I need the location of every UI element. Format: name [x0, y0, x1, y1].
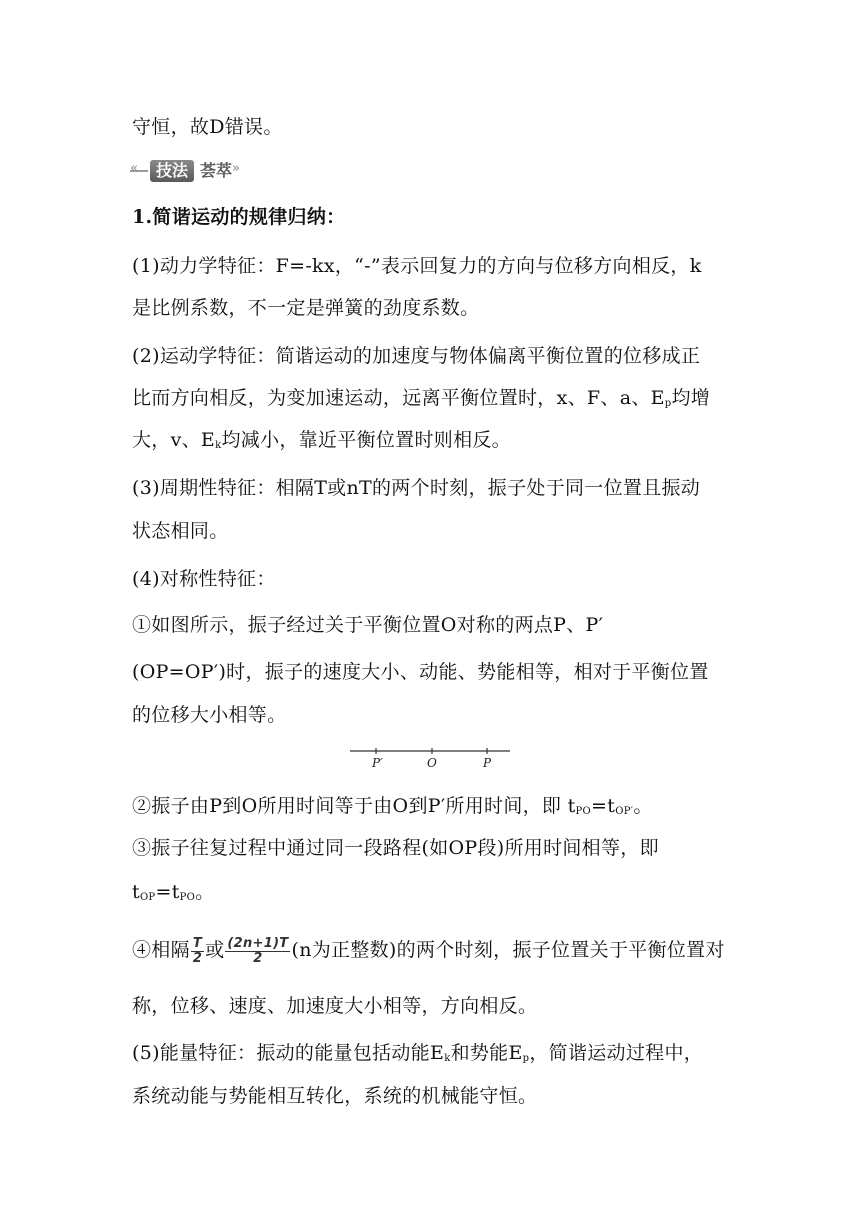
text-span: 和势能E [450, 1042, 523, 1064]
subscript: p [522, 1053, 530, 1064]
fraction-denominator: 2 [192, 950, 203, 966]
text-line [132, 794, 653, 824]
section-heading: 1.简谐运动的规律归纳： [132, 206, 346, 228]
subscript: OP′ [615, 806, 634, 817]
text-line: (1)动力学特征：F=-kx，“-”表示回复力的方向与位移方向相反，k [132, 255, 702, 277]
text-line: (2)运动学特征：简谐运动的加速度与物体偏离平衡位置的位移成正 [132, 345, 701, 367]
text-span: 。 [195, 881, 215, 903]
text-span: ，简谐运动过程中， [529, 1042, 704, 1064]
text-line: (4)对称性特征： [132, 568, 276, 590]
subscript: PO [179, 892, 196, 903]
fraction-numerator: T [192, 935, 203, 951]
text-line: ①如图所示，振子经过关于平衡位置O对称的两点P、P′ [132, 614, 604, 636]
text-span: ②振子由P到O所用时间等于由O到P′所用时间，即 t [132, 795, 576, 817]
text-line [132, 932, 725, 968]
text-span: =t [591, 795, 616, 817]
text-span: (n为正整数)的两个时刻，振子位置关于平衡位置对 [291, 939, 725, 961]
fraction-numerator: (2n+1)T [227, 935, 289, 951]
text-span: 。 [633, 795, 653, 817]
text-line [132, 386, 710, 416]
fraction-t-over-2 [191, 937, 204, 966]
text-span: 或 [205, 939, 225, 961]
text-line: ③振子往复过程中通过同一段路程(如OP段)所用时间相等，即 [132, 837, 659, 859]
text-span: 比而方向相反，为变加速运动，远离平衡位置时，x、F、a、E [132, 387, 665, 409]
label-p-prime: P′ [372, 756, 383, 770]
text-line: 称，位移、速度、加速度大小相等，方向相反。 [132, 995, 538, 1017]
position-diagram [348, 745, 514, 771]
fraction-2n1t-over-2 [225, 937, 290, 966]
label-o: O [427, 756, 437, 770]
subscript: PO [575, 806, 592, 817]
text-line: 的位移大小相等。 [132, 704, 287, 726]
text-span: ④相隔 [132, 939, 190, 961]
text-span: 大，v、E [132, 429, 216, 451]
text-line: 是比例系数，不一定是弹簧的劲度系数。 [132, 297, 480, 319]
text-line: 守恒，故D错误。 [132, 116, 283, 138]
text-line: (3)周期性特征：相隔T或nT的两个时刻，振子处于同一位置且振动 [132, 477, 701, 499]
text-span: 均增 [671, 387, 711, 409]
text-span: 均减小，靠近平衡位置时则相反。 [221, 429, 511, 451]
text-span: t [132, 881, 140, 903]
text-line: 状态相同。 [132, 520, 229, 542]
subscript: k [215, 440, 222, 451]
subscript: OP [139, 892, 156, 903]
badge-label-2: 荟萃 [199, 161, 232, 180]
text-line: 系统动能与势能相互转化，系统的机械能守恒。 [132, 1085, 538, 1107]
text-span: (5)能量特征：振动的能量包括动能E [132, 1042, 445, 1064]
fraction-denominator: 2 [253, 950, 263, 966]
text-line [132, 428, 511, 458]
text-span: =t [155, 881, 180, 903]
text-line [132, 1041, 703, 1071]
badge-label-1: 技法 [150, 160, 194, 182]
section-badge: « 技法 荟萃 » [130, 161, 240, 180]
subscript: k [444, 1053, 451, 1064]
subscript: p [664, 398, 672, 409]
label-p: P [483, 756, 492, 770]
text-line: (OP=OP′)时，振子的速度大小、动能、势能相等，相对于平衡位置 [132, 661, 709, 683]
text-line [132, 880, 214, 910]
